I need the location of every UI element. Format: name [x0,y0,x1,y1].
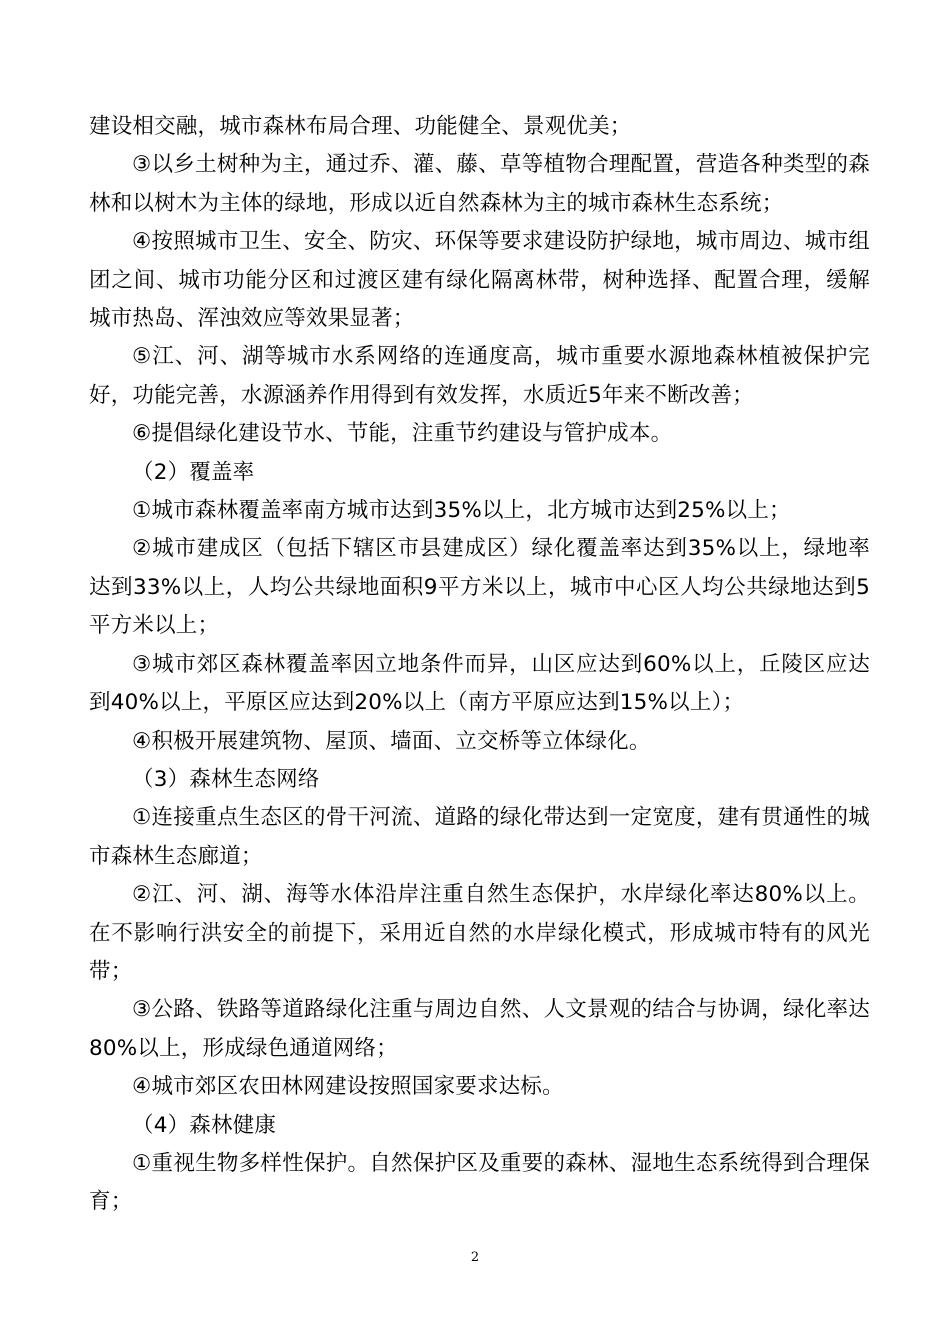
section-heading-network: （3）森林生态网络 [132,766,320,792]
paragraph-coverage-4: ④积极开展建筑物、屋顶、墙面、立交桥等立体绿化。 [132,728,651,754]
paragraph-network-2: ②江、河、湖、海等水体沿岸注重自然生态保护，水岸绿化率达80%以上。在不影响行洪安全的前提下，采用近自然的水岸绿化模式，形成城市特有的风光带； [89,882,870,984]
paragraph-coverage-1: ①城市森林覆盖率南方城市达到35%以上，北方城市达到25%以上； [132,498,791,524]
page-number: 2 [470,1250,480,1265]
paragraph-network-4: ④城市郊区农田林网建设按照国家要求达标。 [132,1074,564,1100]
paragraph-network-1: ①连接重点生态区的骨干河流、道路的绿化带达到一定宽度，建有贯通性的城市森林生态廊道； [89,805,870,869]
paragraph-coverage-2: ②城市建成区（包括下辖区市县建成区）绿化覆盖率达到35%以上，绿地率达到33%以上，人均公共绿地面积9平方米以上，城市中心区人均公共绿地达到5平方米以上； [89,536,870,639]
section-heading-coverage: （2）覆盖率 [132,459,255,485]
paragraph-item-5: ⑤江、河、湖等城市水系网络的连通度高，城市重要水源地森林植被保护完好，功能完善，水源涵养作用得到有效发挥，水质近5年来不断改善； [89,344,870,408]
paragraph-coverage-3: ③城市郊区森林覆盖率因立地条件而异，山区应达到60%以上，丘陵区应达到40%以上，平原区应达到20%以上（南方平原应达到15%以上）； [89,651,870,716]
document-body [89,108,870,1222]
paragraph-item-3: ③以乡土树种为主，通过乔、灌、藤、草等植物合理配置，营造各种类型的森林和以树木为主体的绿地，形成以近自然森林为主的城市森林生态系统； [89,152,870,216]
paragraph-continuation: 建设相交融，城市森林布局合理、功能健全、景观优美； [89,114,632,139]
paragraph-item-6: ⑥提倡绿化建设节水、节能，注重节约建设与管护成本。 [132,421,673,447]
paragraph-item-4: ④按照城市卫生、安全、防灾、环保等要求建设防护绿地，城市周边、城市组团之间、城市功能分区和过渡区建有绿化隔离林带，树种选择、配置合理，缓解城市热岛、浑浊效应等效果显著； [89,229,870,332]
paragraph-health-1: ①重视生物多样性保护。自然保护区及重要的森林、湿地生态系统得到合理保育； [89,1150,870,1215]
paragraph-network-3: ③公路、铁路等道路绿化注重与周边自然、人文景观的结合与协调，绿化率达80%以上，形成绿色通道网络； [89,997,870,1061]
section-heading-health: （4）森林健康 [132,1112,277,1138]
